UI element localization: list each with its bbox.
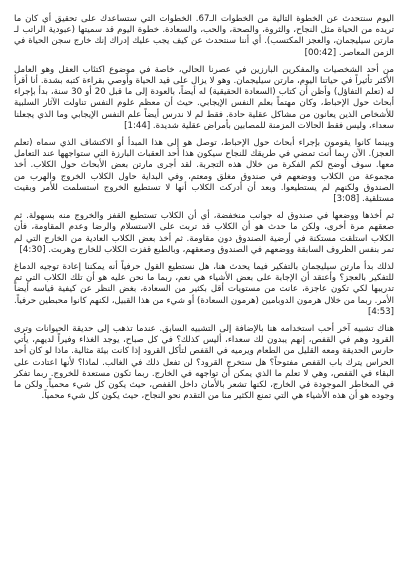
paragraph-6: هناك تشبيه آخر أحب استخدامه هنا بالإضافة إلى التشبيه السابق. عندما تذهب إلى حديقة الحيوانات وترى القرود وهم في القفص، إنهم يبدون لك سعداء، أليس كذلك؟ في كل صباح، يوجد الغذاء وفيراً لديهم، يأتي حارس الحديقة ومعه القليل من الطعام ويرميه في القفص لتأكل القرود إذا كانت بيئة مثالية. ماذا لو كان أحد الحراس يترك باب القفص مفتوحاً؟ هل ستخرج القرود؟ لن تفعل ذلك في الغالب. لماذا؟ لأنها اعتادت على البقاء في القفص، وهي لا تعلم ما الذي يمكن أن تواجهه في الخارج. ربما تكون مستعدة للخروج. ربما تفكر في المخاطر الموجودة في الخارج، لكنها تشعر بالأمان داخل القفص، حيث يكون كل شيء محمياً. ولكن ما وجوده هو أن هذه الأشياء هي التي تمنع الكثير منا من التقدم نحو النجاح، حيث يكون كل شيء محمياً. — [14, 324, 394, 402]
paragraph-3: وبينما كانوا يقومون بإجراء أبحاث حول الإحباط، توصل هو إلى هذا المبدأ أو الاكتشاف الذي سماه (تعلم العجز). الآن ربما أنت تمضي في طريقك للنجاح سيكون هذا أحد العقبات البارزة التي ستواجهها عند التعامل معها. سوف أوضح لكم الفكرة من خلال هذه التجربة. لقد أجرى مارتن بعض الأبحاث حول الكلاب. أخذ مجموعة من الكلاب ووضعهم في صندوق مغلق ومعتم، وفي البداية حاول الكلاب الخروج والهرب من الصندوق ولكنهم لم يستطيعوا. وبعد أن أدركت الكلاب أنها لا تستطيع الخروج استسلمت للأمر وبقيت مستلقية. [3:08] — [14, 138, 394, 205]
paragraph-4: ثم أخذها ووضعها في صندوق له جوانب منخفضة، أي أن الكلاب تستطيع القفز والخروج منه بسهولة. ثم صعقهم مرة أخرى، ولكن ما حدث هو أن الكلاب قد تربت على الاستسلام والرضا وعدم المقاومة، فأن الكلاب استلقت مستكنة في أرضية الصندوق دون مقاومة. ثم أخذ بعض الكلاب العادية من الخارج التي لم تمر بنفس الظروف السابقة ووضعهم في الصندوق وصعقهم، وبالطبع قفزت الكلاب للخارج وهربت. [4:30] — [14, 211, 394, 255]
document-page — [14, 14, 394, 409]
paragraph-2: من أحد الشخصيات والمفكرين البارزين في عصرنا الحالي، خاصة في موضوع اكتئاب العقل وهو العامل الأكثر تأثيراً في حياتنا اليوم، مارتن سيليجمان. وهو لا يزال على قيد الحياة وأوصي بقراءة كتبه بشدة. أنا أقرأ له (تعلم التفاؤل) وأظن أن كتاب (السعادة الحقيقية) له أيضاً، بالعودة إلى ما قبل 20 أو 30 سنة، بدأ بإجراء أبحاث حول الإحباط، وكان مهتماً بعلم النفس الإيجابي. حيث أن معظم علوم النفس تناولت الآثار السلبية للأشخاص الذين يعانون من مشاكل عقلية حادة. فقط لم لا ندرس أيضاً علم النفس الإيجابي وما الذي يجعلنا سعداء، وليس فقط الحالات المزمنة للمصابين بأمراض عقلية شديدة. [1:44] — [14, 64, 394, 131]
paragraph-5: لذلك بدأ مارتن سيليجمان بالتفكير فيما يحدث هنا، هل نستطيع القول حرفياً أنه يمكننا إعادة توجيه الدماغ للتفكير بالعجز؟ وأعتقد أن الإجابة على بعض الأشياء هي نعم، ربما ما نحن عليه هو أن تلك الكلاب التي تم تدريبها لكي تكون عاجزة، عانت من مستويات أقل بكثير من السعادة، بغض النظر عن كيفية قياسه أيضاً الأمر. ربما من خلال هرمون الدوبامين (هرمون السعادة) أو شيء من هذا القبيل، لكنهم كانوا محبطين حرفياً. [4:53] — [14, 262, 394, 317]
paragraph-1: اليوم سنتحدث عن الخطوة التالية من الخطوات الـ67. الخطوات التي ستساعدك على تحقيق أي كان ما تريده من الحياة مثل النجاح، والثروة، والصحة، والحب، والسعادة. خطوة اليوم قد سميتها (عبودية الراتب لـ مارتن سيليجمان، والعجز المكتسب). أي أننا سنتحدث عن كيف يجب عليك إدراك إنك خارج سجن الحياة في الزمن المعاصر. [00:42] — [14, 14, 394, 58]
